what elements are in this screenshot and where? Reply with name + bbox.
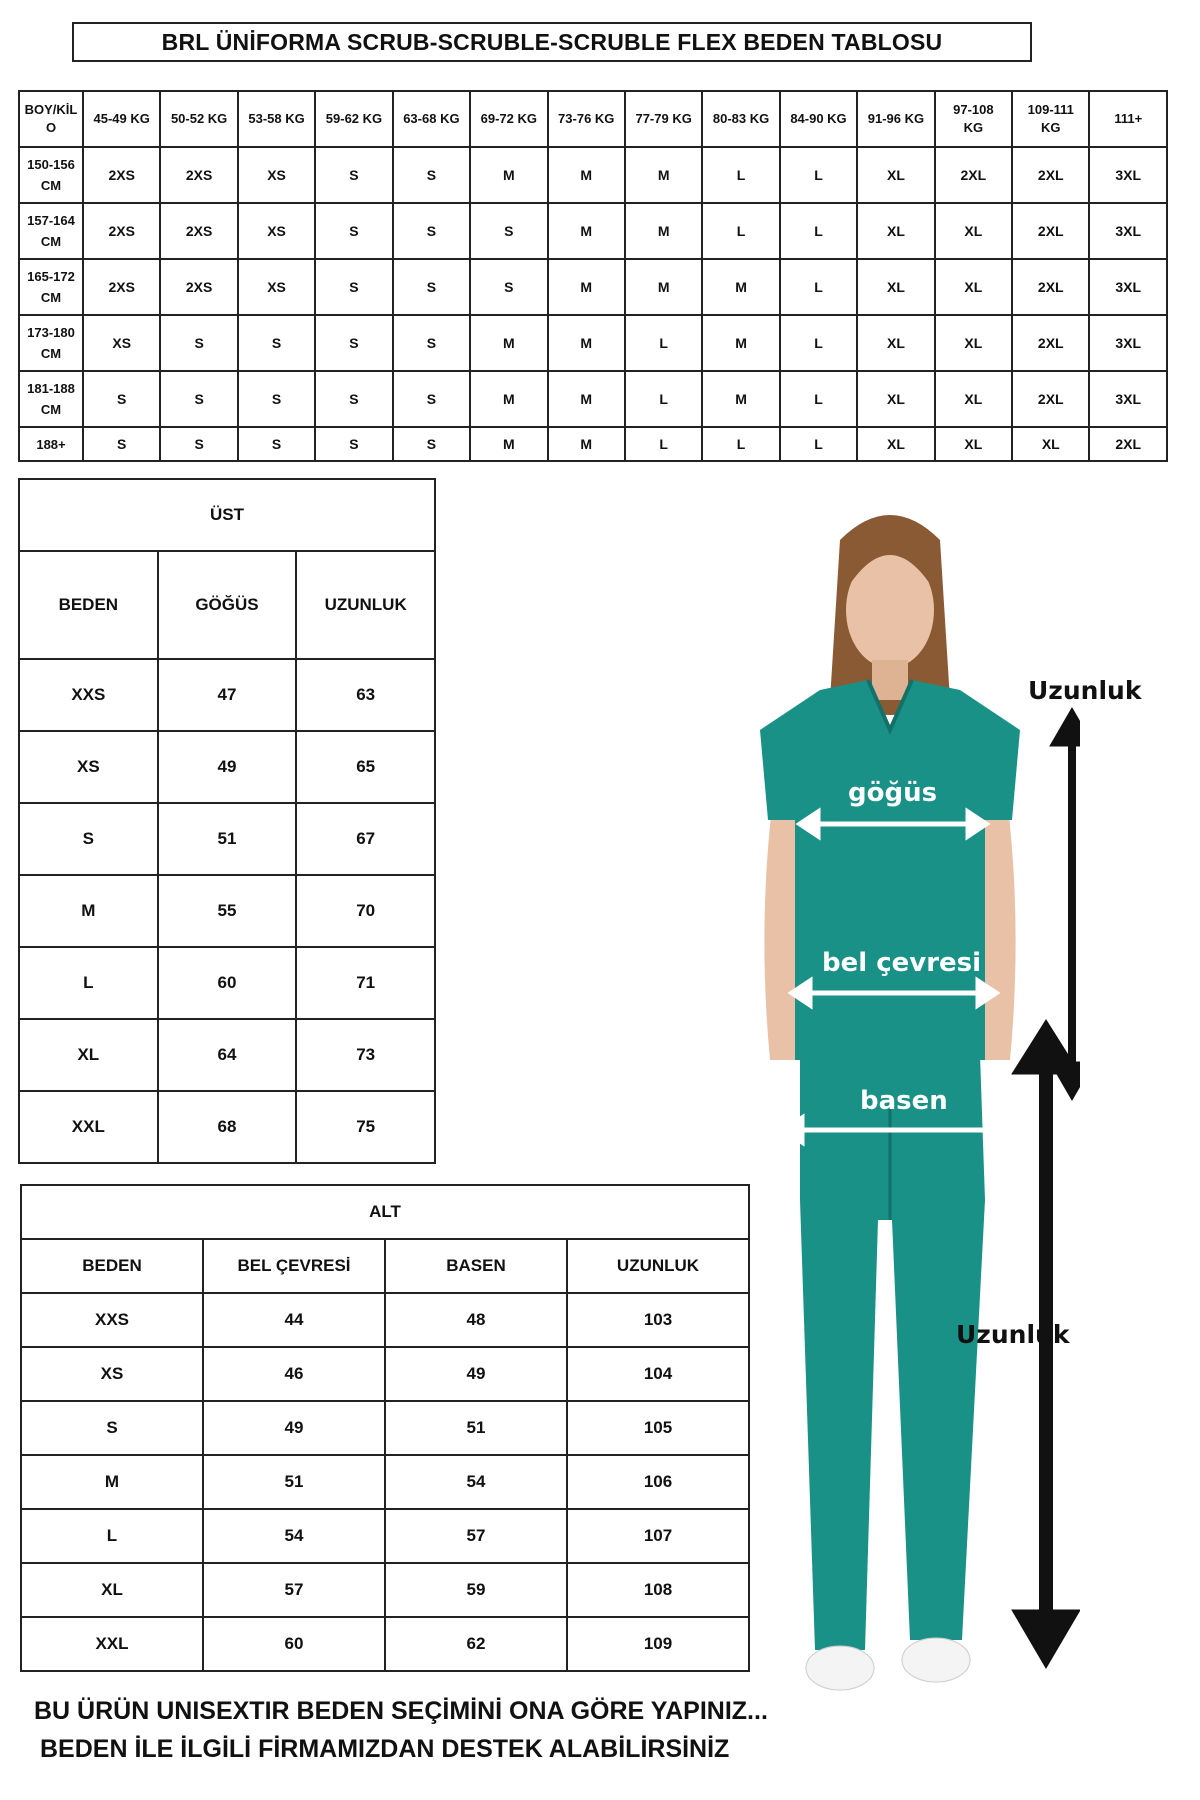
size-cell: M bbox=[702, 371, 779, 427]
size-cell: 2XS bbox=[160, 203, 237, 259]
weight-header-text: 59-62 KG bbox=[325, 111, 383, 126]
ust-cell: 47 bbox=[158, 659, 297, 731]
weight-column-header bbox=[83, 91, 160, 147]
size-cell: XL bbox=[857, 147, 934, 203]
size-cell: XL bbox=[935, 315, 1012, 371]
alt-cell: 62 bbox=[385, 1617, 567, 1671]
size-cell: M bbox=[470, 147, 547, 203]
alt-cell: 105 bbox=[567, 1401, 749, 1455]
weight-header-text: 63-68 KG bbox=[403, 111, 460, 126]
height-header-text: 181-188 bbox=[27, 381, 75, 396]
ust-cell: L bbox=[19, 947, 158, 1019]
ust-header-row bbox=[19, 551, 435, 659]
height-row-header bbox=[19, 203, 83, 259]
height-header-text: 173-180 bbox=[27, 325, 75, 340]
alt-cell: XL bbox=[21, 1563, 203, 1617]
ust-cell: 67 bbox=[296, 803, 435, 875]
size-cell: 2XS bbox=[83, 147, 160, 203]
weight-column-header bbox=[393, 91, 470, 147]
alt-cell: XXS bbox=[21, 1293, 203, 1347]
weight-header-text: 50-52 KG bbox=[170, 111, 228, 126]
alt-cell: 51 bbox=[385, 1401, 567, 1455]
alt-cell: 48 bbox=[385, 1293, 567, 1347]
chest-label: göğüs bbox=[848, 778, 938, 808]
left-shoe-shape bbox=[806, 1646, 874, 1690]
weight-column-header bbox=[935, 91, 1012, 147]
ust-cell: 60 bbox=[158, 947, 297, 1019]
weight-header-text: 73-76 KG bbox=[558, 111, 615, 126]
alt-cell: M bbox=[21, 1455, 203, 1509]
size-cell: S bbox=[315, 203, 392, 259]
weight-column-header bbox=[857, 91, 934, 147]
size-cell: L bbox=[780, 147, 857, 203]
size-cell: S bbox=[160, 371, 237, 427]
size-cell: M bbox=[470, 315, 547, 371]
size-cell: L bbox=[780, 203, 857, 259]
ust-cell: S bbox=[19, 803, 158, 875]
size-cell: 3XL bbox=[1089, 203, 1167, 259]
size-cell: XL bbox=[857, 259, 934, 315]
weight-header-text: 77-79 KG bbox=[635, 111, 692, 126]
alt-cell: 103 bbox=[567, 1293, 749, 1347]
weight-column-header bbox=[1012, 91, 1089, 147]
ust-row bbox=[19, 875, 435, 947]
size-cell: XS bbox=[238, 203, 315, 259]
size-cell: 2XL bbox=[935, 147, 1012, 203]
alt-column-header: BEL ÇEVRESİ bbox=[203, 1239, 385, 1293]
height-row-header bbox=[19, 315, 83, 371]
size-cell: M bbox=[548, 315, 625, 371]
height-row-header bbox=[19, 259, 83, 315]
size-cell: S bbox=[160, 315, 237, 371]
size-cell: S bbox=[470, 259, 547, 315]
size-cell: 2XS bbox=[160, 259, 237, 315]
height-header-text: CM bbox=[40, 346, 62, 361]
alt-row bbox=[21, 1455, 749, 1509]
alt-cell: 49 bbox=[203, 1401, 385, 1455]
weight-column-header bbox=[238, 91, 315, 147]
size-cell: XS bbox=[238, 259, 315, 315]
alt-column-header: BASEN bbox=[385, 1239, 567, 1293]
size-cell: S bbox=[238, 371, 315, 427]
size-cell: XL bbox=[1012, 427, 1089, 461]
hip-label: basen bbox=[860, 1086, 948, 1116]
size-cell: 3XL bbox=[1089, 259, 1167, 315]
alt-cell: 109 bbox=[567, 1617, 749, 1671]
top-length-label: Uzunluk bbox=[1028, 676, 1142, 705]
height-header-text: CM bbox=[40, 234, 62, 249]
size-cell: XL bbox=[857, 371, 934, 427]
size-cell: XL bbox=[935, 427, 1012, 461]
weight-header-text: KG bbox=[1041, 120, 1061, 135]
size-chart-row bbox=[19, 371, 1167, 427]
size-cell: S bbox=[393, 147, 470, 203]
alt-cell: 59 bbox=[385, 1563, 567, 1617]
weight-header-text: 109-111 bbox=[1027, 102, 1074, 117]
size-cell: 3XL bbox=[1089, 371, 1167, 427]
alt-cell: 60 bbox=[203, 1617, 385, 1671]
alt-caption-row bbox=[21, 1185, 749, 1239]
top-measurements-table bbox=[18, 478, 436, 1164]
alt-cell: 108 bbox=[567, 1563, 749, 1617]
size-cell: L bbox=[625, 371, 702, 427]
alt-cell: 54 bbox=[203, 1509, 385, 1563]
size-cell: M bbox=[548, 147, 625, 203]
size-cell: 2XL bbox=[1012, 315, 1089, 371]
ust-row bbox=[19, 731, 435, 803]
model-illustration bbox=[700, 500, 1142, 1790]
weight-header-text: 97-108 bbox=[953, 102, 994, 117]
size-cell: XS bbox=[238, 147, 315, 203]
ust-row bbox=[19, 803, 435, 875]
alt-cell: 104 bbox=[567, 1347, 749, 1401]
size-cell: 3XL bbox=[1089, 315, 1167, 371]
alt-cell: 107 bbox=[567, 1509, 749, 1563]
size-cell: S bbox=[393, 259, 470, 315]
size-cell: M bbox=[470, 371, 547, 427]
size-cell: M bbox=[548, 371, 625, 427]
alt-column-header: BEDEN bbox=[21, 1239, 203, 1293]
alt-cell: XS bbox=[21, 1347, 203, 1401]
size-cell: S bbox=[238, 427, 315, 461]
alt-cell: 44 bbox=[203, 1293, 385, 1347]
size-chart-table bbox=[18, 90, 1168, 462]
ust-cell: XXL bbox=[19, 1091, 158, 1163]
weight-header-text: 45-49 KG bbox=[93, 111, 150, 126]
size-cell: L bbox=[780, 427, 857, 461]
size-cell: XL bbox=[857, 203, 934, 259]
size-chart-row bbox=[19, 203, 1167, 259]
footer-line-2: BEDEN İLE İLGİLİ FİRMAMIZDAN DESTEK ALABİLİRSİNİZ bbox=[40, 1735, 730, 1763]
size-cell: 2XL bbox=[1012, 203, 1089, 259]
size-cell: L bbox=[625, 315, 702, 371]
size-chart-row bbox=[19, 259, 1167, 315]
size-cell: S bbox=[470, 203, 547, 259]
ust-cell: 63 bbox=[296, 659, 435, 731]
size-cell: L bbox=[702, 147, 779, 203]
ust-cell: 64 bbox=[158, 1019, 297, 1091]
waist-label: bel çevresi bbox=[822, 948, 982, 978]
ust-cell: 75 bbox=[296, 1091, 435, 1163]
weight-column-header bbox=[548, 91, 625, 147]
alt-cell: L bbox=[21, 1509, 203, 1563]
ust-cell: 49 bbox=[158, 731, 297, 803]
size-cell: S bbox=[393, 371, 470, 427]
size-cell: L bbox=[780, 371, 857, 427]
ust-cell: 65 bbox=[296, 731, 435, 803]
size-cell: L bbox=[625, 427, 702, 461]
height-row-header bbox=[19, 147, 83, 203]
alt-row bbox=[21, 1401, 749, 1455]
footer-note bbox=[34, 1692, 768, 1768]
alt-column-header: UZUNLUK bbox=[567, 1239, 749, 1293]
ust-caption: ÜST bbox=[19, 479, 435, 551]
size-cell: XL bbox=[935, 371, 1012, 427]
size-cell: M bbox=[548, 427, 625, 461]
height-header-text: 165-172 bbox=[27, 269, 75, 284]
size-cell: XL bbox=[857, 315, 934, 371]
weight-column-header bbox=[315, 91, 392, 147]
size-cell: S bbox=[315, 427, 392, 461]
ust-row bbox=[19, 1091, 435, 1163]
alt-cell: XXL bbox=[21, 1617, 203, 1671]
size-cell: S bbox=[315, 371, 392, 427]
size-cell: L bbox=[780, 259, 857, 315]
size-chart-row bbox=[19, 427, 1167, 461]
alt-row bbox=[21, 1617, 749, 1671]
height-header-text: 150-156 bbox=[27, 157, 75, 172]
footer-line-1: BU ÜRÜN UNISEXTIR BEDEN SEÇİMİNİ ONA GÖRE YAPINIZ... bbox=[34, 1697, 768, 1725]
height-row-header bbox=[19, 427, 83, 461]
size-cell: S bbox=[83, 371, 160, 427]
size-cell: M bbox=[548, 259, 625, 315]
weight-header-text: 80-83 KG bbox=[712, 111, 770, 126]
ust-caption-row bbox=[19, 479, 435, 551]
size-cell: 2XL bbox=[1012, 147, 1089, 203]
alt-cell: 46 bbox=[203, 1347, 385, 1401]
size-cell: S bbox=[393, 203, 470, 259]
ust-cell: M bbox=[19, 875, 158, 947]
alt-cell: 57 bbox=[203, 1563, 385, 1617]
ust-row bbox=[19, 1019, 435, 1091]
alt-cell: 106 bbox=[567, 1455, 749, 1509]
size-cell: S bbox=[315, 259, 392, 315]
weight-column-header bbox=[625, 91, 702, 147]
alt-header-row bbox=[21, 1239, 749, 1293]
size-cell: XL bbox=[935, 203, 1012, 259]
ust-column-header: UZUNLUK bbox=[296, 551, 435, 659]
alt-row bbox=[21, 1563, 749, 1617]
height-header-text: CM bbox=[40, 402, 62, 417]
ust-cell: 73 bbox=[296, 1019, 435, 1091]
corner-header-text: BOY/KİL bbox=[24, 102, 78, 117]
size-cell: M bbox=[548, 203, 625, 259]
size-cell: M bbox=[625, 203, 702, 259]
weight-column-header bbox=[702, 91, 779, 147]
size-cell: 2XS bbox=[160, 147, 237, 203]
size-cell: S bbox=[315, 147, 392, 203]
size-cell: XL bbox=[935, 259, 1012, 315]
size-chart-row bbox=[19, 315, 1167, 371]
alt-row bbox=[21, 1293, 749, 1347]
ust-cell: XS bbox=[19, 731, 158, 803]
page-title: BRL ÜNİFORMA SCRUB-SCRUBLE-SCRUBLE FLEX BEDEN TABLOSU bbox=[72, 22, 1032, 62]
alt-cell: 49 bbox=[385, 1347, 567, 1401]
weight-header-text: 111+ bbox=[1114, 111, 1143, 126]
size-cell: 3XL bbox=[1089, 147, 1167, 203]
height-header-text: CM bbox=[40, 290, 62, 305]
alt-cell: 51 bbox=[203, 1455, 385, 1509]
size-cell: M bbox=[702, 259, 779, 315]
height-row-header bbox=[19, 371, 83, 427]
height-header-text: 157-164 bbox=[27, 213, 75, 228]
ust-column-header: GÖĞÜS bbox=[158, 551, 297, 659]
scrub-pants-shape bbox=[800, 1055, 985, 1650]
alt-cell: 57 bbox=[385, 1509, 567, 1563]
size-cell: XL bbox=[857, 427, 934, 461]
size-cell: 2XS bbox=[83, 203, 160, 259]
size-cell: 2XL bbox=[1089, 427, 1167, 461]
ust-cell: XXS bbox=[19, 659, 158, 731]
alt-caption: ALT bbox=[21, 1185, 749, 1239]
weight-column-header bbox=[1089, 91, 1167, 147]
weight-header-text: 69-72 KG bbox=[480, 111, 537, 126]
size-cell: L bbox=[780, 315, 857, 371]
size-cell: 2XS bbox=[83, 259, 160, 315]
weight-column-header bbox=[160, 91, 237, 147]
alt-cell: 54 bbox=[385, 1455, 567, 1509]
weight-header-text: KG bbox=[963, 120, 984, 135]
corner-header-text: O bbox=[45, 120, 57, 135]
ust-column-header: BEDEN bbox=[19, 551, 158, 659]
ust-cell: XL bbox=[19, 1019, 158, 1091]
ust-cell: 51 bbox=[158, 803, 297, 875]
ust-cell: 70 bbox=[296, 875, 435, 947]
size-cell: S bbox=[393, 427, 470, 461]
size-cell: M bbox=[702, 315, 779, 371]
height-header-text: CM bbox=[40, 178, 62, 193]
size-cell: XS bbox=[83, 315, 160, 371]
weight-header-text: 84-90 KG bbox=[790, 111, 847, 126]
scrub-model-figure bbox=[700, 500, 1080, 1790]
alt-cell: S bbox=[21, 1401, 203, 1455]
weight-header-text: 91-96 KG bbox=[867, 111, 925, 126]
size-cell: M bbox=[625, 259, 702, 315]
height-header-text: 188+ bbox=[36, 436, 66, 452]
weight-column-header bbox=[470, 91, 547, 147]
right-shoe-shape bbox=[902, 1638, 970, 1682]
size-cell: M bbox=[625, 147, 702, 203]
ust-cell: 71 bbox=[296, 947, 435, 1019]
size-cell: M bbox=[470, 427, 547, 461]
size-cell: S bbox=[238, 315, 315, 371]
size-cell: S bbox=[83, 427, 160, 461]
weight-column-header bbox=[780, 91, 857, 147]
ust-cell: 68 bbox=[158, 1091, 297, 1163]
size-cell: S bbox=[393, 315, 470, 371]
alt-row bbox=[21, 1347, 749, 1401]
size-cell: 2XL bbox=[1012, 259, 1089, 315]
size-cell: S bbox=[160, 427, 237, 461]
weight-header-text: 53-58 KG bbox=[248, 111, 305, 126]
size-chart-row bbox=[19, 147, 1167, 203]
ust-row bbox=[19, 659, 435, 731]
size-chart-corner-header bbox=[19, 91, 83, 147]
size-cell: 2XL bbox=[1012, 371, 1089, 427]
ust-cell: 55 bbox=[158, 875, 297, 947]
bottom-length-label: Uzunluk bbox=[956, 1320, 1070, 1349]
size-cell: S bbox=[315, 315, 392, 371]
alt-row bbox=[21, 1509, 749, 1563]
size-cell: L bbox=[702, 427, 779, 461]
size-cell: L bbox=[702, 203, 779, 259]
bottom-measurements-table bbox=[20, 1184, 750, 1672]
ust-row bbox=[19, 947, 435, 1019]
